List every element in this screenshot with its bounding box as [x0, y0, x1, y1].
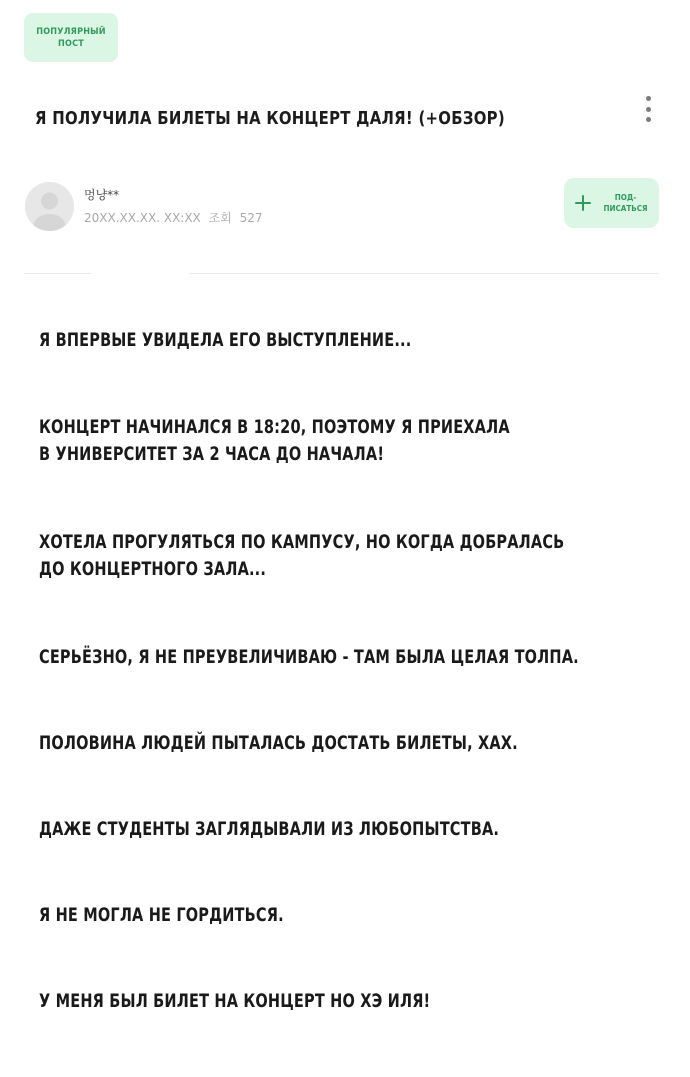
- subscribe-button[interactable]: [564, 178, 659, 228]
- post-body-paragraph: ПОЛОВИНА ЛЮДЕЙ ПЫТАЛАСЬ ДОСТАТЬ БИЛЕТЫ, ХАХ.: [39, 732, 518, 754]
- post-body-paragraph: ДАЖЕ СТУДЕНТЫ ЗАГЛЯДЫВАЛИ ИЗ ЛЮБОПЫТСТВА.: [39, 818, 500, 840]
- post-body-paragraph: ХОТЕЛА ПРОГУЛЯТЬСЯ ПО КАМПУСУ, НО КОГДА ДОБРАЛАСЬ ДО КОНЦЕРТНОГО ЗАЛА...: [39, 531, 565, 580]
- popular-post-badge: [24, 13, 118, 62]
- author-name[interactable]: 멍냥**: [84, 188, 120, 202]
- popular-post-badge-label: ПОПУЛЯРНЫЙ ПОСТ: [36, 26, 106, 49]
- post-body-paragraph: СЕРЬЁЗНО, Я НЕ ПРЕУВЕЛИЧИВАЮ - ТАМ БЫЛА ЦЕЛАЯ ТОЛПА.: [39, 646, 579, 668]
- post-title: Я ПОЛУЧИЛА БИЛЕТЫ НА КОНЦЕРТ ДАЛЯ! (+ОБЗОР): [35, 108, 505, 129]
- post-meta: [84, 209, 267, 226]
- default-avatar-icon: [25, 182, 74, 231]
- more-vertical-icon-dot-bottom: [646, 117, 651, 122]
- header-divider-right: [190, 273, 658, 274]
- views-count: 527: [239, 211, 263, 225]
- more-vertical-icon: [646, 96, 651, 101]
- post-date: 20XX.XX.XX. XX:XX: [84, 211, 201, 225]
- views-label: 조회: [208, 211, 232, 225]
- post-body-paragraph: Я ВПЕРВЫЕ УВИДЕЛА ЕГО ВЫСТУПЛЕНИЕ...: [39, 329, 412, 351]
- plus-icon: [575, 195, 591, 211]
- more-vertical-icon-dot-middle: [646, 107, 651, 112]
- header-divider-left: [24, 273, 91, 274]
- subscribe-label: ПОД- ПИСАТЬСЯ: [603, 193, 648, 213]
- post-body-paragraph: У МЕНЯ БЫЛ БИЛЕТ НА КОНЦЕРТ НО ХЭ ИЛЯ!: [39, 990, 431, 1012]
- more-options-button[interactable]: [638, 92, 658, 126]
- post-body-paragraph: КОНЦЕРТ НАЧИНАЛСЯ В 18:20, ПОЭТОМУ Я ПРИЕХАЛА В УНИВЕРСИТЕТ ЗА 2 ЧАСА ДО НАЧАЛА!: [39, 416, 510, 465]
- author-avatar[interactable]: [25, 182, 74, 231]
- post-body-paragraph: Я НЕ МОГЛА НЕ ГОРДИТЬСЯ.: [39, 904, 284, 926]
